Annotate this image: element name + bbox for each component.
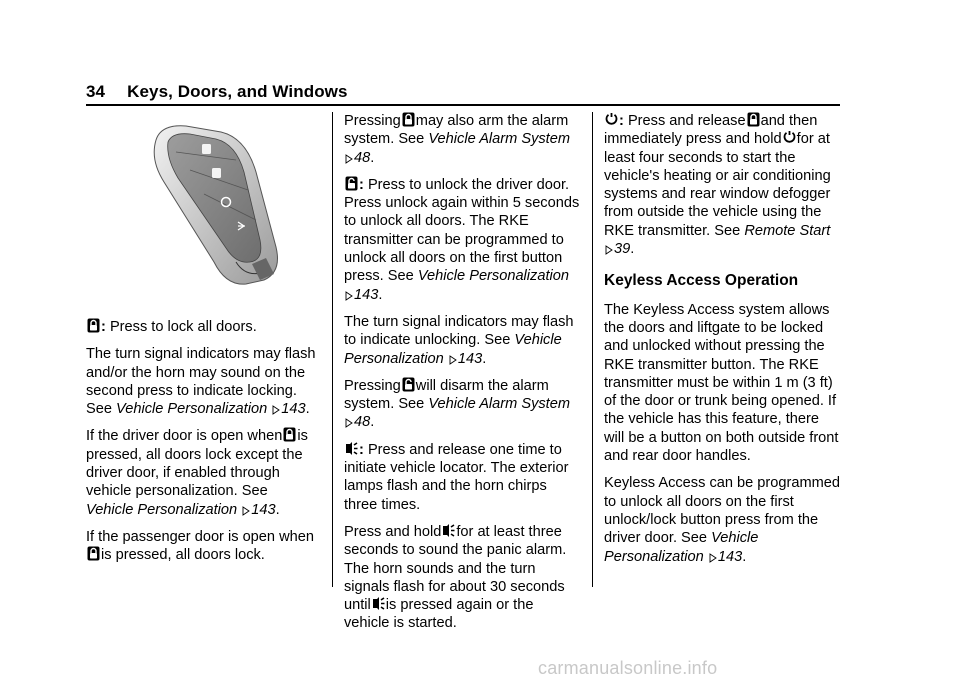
remote-start-description: : Press and release and then immediately press and hold for at least four seconds to start the vehicle's heating or air conditioning systems and rear window defogger from outside the vehicle using the RKE transmitter. See Remote Start 39. bbox=[604, 113, 831, 258]
page-ref-number[interactable]: 143 bbox=[717, 548, 743, 565]
column-divider bbox=[332, 112, 333, 587]
page-ref-number[interactable]: 143 bbox=[251, 501, 276, 518]
page-number: 34 bbox=[86, 82, 106, 101]
lock-icon bbox=[283, 427, 296, 442]
panic-horn-icon bbox=[372, 596, 385, 611]
keyless-paragraph-2: Keyless Access can be programmed to unlock all doors on the first unlock/lock button press from the driver door. See Vehicle Personalization 143. bbox=[604, 475, 841, 565]
page-ref-number[interactable]: 143 bbox=[354, 286, 379, 303]
watermark: carmanualsonline.info bbox=[538, 658, 718, 678]
page-reference-icon bbox=[242, 506, 250, 516]
column-divider bbox=[592, 112, 593, 587]
lock-paragraph-2: The turn signal indicators may flash and/or the horn may sound on the second press to indicate locking. See Vehicle Personalization 143. bbox=[86, 346, 316, 418]
remote-start-icon bbox=[605, 112, 618, 127]
remote-start-icon bbox=[783, 130, 796, 145]
panic-description: : Press and release one time to initiate vehicle locator. The exterior lamps flash and the horn chirps three times. bbox=[344, 441, 569, 513]
cross-reference-link[interactable]: Vehicle Alarm System bbox=[428, 131, 571, 148]
panic-horn-icon bbox=[345, 441, 358, 456]
cross-reference-link[interactable]: Remote Start bbox=[744, 222, 831, 239]
lock-icon bbox=[87, 318, 100, 333]
lock-paragraph-3: If the driver door is open when is pressed, all doors lock except the driver door, if enabled through vehicle personalization. See Vehicle Personalization 143. bbox=[86, 428, 308, 518]
unlock-icon bbox=[345, 176, 358, 191]
column-1 bbox=[86, 112, 318, 574]
page-reference-icon bbox=[272, 405, 280, 415]
page-reference-icon bbox=[709, 553, 717, 563]
lock-icon bbox=[402, 112, 415, 127]
page-reference-icon bbox=[345, 291, 353, 301]
section-title: Keys, Doors, and Windows bbox=[127, 82, 348, 101]
page-reference-icon bbox=[605, 245, 613, 255]
header-divider bbox=[86, 104, 840, 106]
page-ref-number[interactable]: 48 bbox=[354, 149, 371, 166]
cross-reference-link[interactable]: Vehicle Personalization bbox=[344, 332, 562, 367]
cross-reference-link[interactable]: Vehicle Personalization bbox=[86, 501, 238, 518]
panic-horn-icon bbox=[442, 523, 455, 538]
lock-icon bbox=[87, 546, 100, 561]
page-reference-icon bbox=[449, 355, 457, 365]
cross-reference-link[interactable]: Vehicle Personalization bbox=[604, 530, 759, 565]
page-ref-number[interactable]: 39 bbox=[614, 241, 631, 258]
alarm-arm-paragraph: Pressing may also arm the alarm system. See Vehicle Alarm System 48. bbox=[344, 113, 571, 166]
page-header bbox=[86, 82, 348, 102]
alarm-disarm-paragraph: Pressing will disarm the alarm system. See Vehicle Alarm System 48. bbox=[344, 377, 571, 431]
keyless-paragraph-1: The Keyless Access system allows the doors and liftgate to be locked and unlocked without pressing the RKE transmitter button. The RKE transmitter must be within 1 m (3 ft) of the door or trunk being opened. If the vehicle has this feature, there will be a button on both outside front and rear door handles. bbox=[604, 301, 839, 465]
lock-description: : Press to lock all doors. bbox=[86, 318, 318, 336]
page-reference-icon bbox=[345, 418, 353, 428]
cross-reference-link[interactable]: Vehicle Alarm System bbox=[428, 396, 571, 413]
cross-reference-link[interactable]: Vehicle Personalization bbox=[417, 268, 569, 285]
lock-paragraph-4: If the passenger door is open when is pressed, all doors lock. bbox=[86, 528, 314, 564]
panic-hold-paragraph: Press and hold for at least three seconds to sound the panic alarm. The horn sounds and the turn signals flash for about 30 seconds until is pressed again or the vehicle is started. bbox=[344, 523, 567, 632]
page-ref-number[interactable]: 143 bbox=[457, 350, 483, 367]
unlock-description: : Press to unlock the driver door. Press unlock again within 5 seconds to unlock all doors. The RKE transmitter can be programmed to unlock all doors on the first button press. See Vehicle Personalization 143. bbox=[344, 176, 580, 303]
cross-reference-link[interactable]: Vehicle Personalization bbox=[116, 401, 268, 418]
page-ref-number[interactable]: 48 bbox=[354, 414, 371, 431]
section-heading: Keyless Access Operation bbox=[604, 272, 799, 290]
key-fob-illustration bbox=[86, 112, 318, 312]
unlock-icon bbox=[402, 377, 415, 392]
column-3 bbox=[604, 112, 842, 575]
unlock-signal-paragraph: The turn signal indicators may flash to indicate unlocking. See Vehicle Personalization 143. bbox=[344, 313, 574, 367]
page-reference-icon bbox=[345, 154, 353, 164]
lock-icon bbox=[747, 112, 760, 127]
column-2 bbox=[344, 112, 582, 642]
page-ref-number[interactable]: 143 bbox=[281, 401, 306, 418]
